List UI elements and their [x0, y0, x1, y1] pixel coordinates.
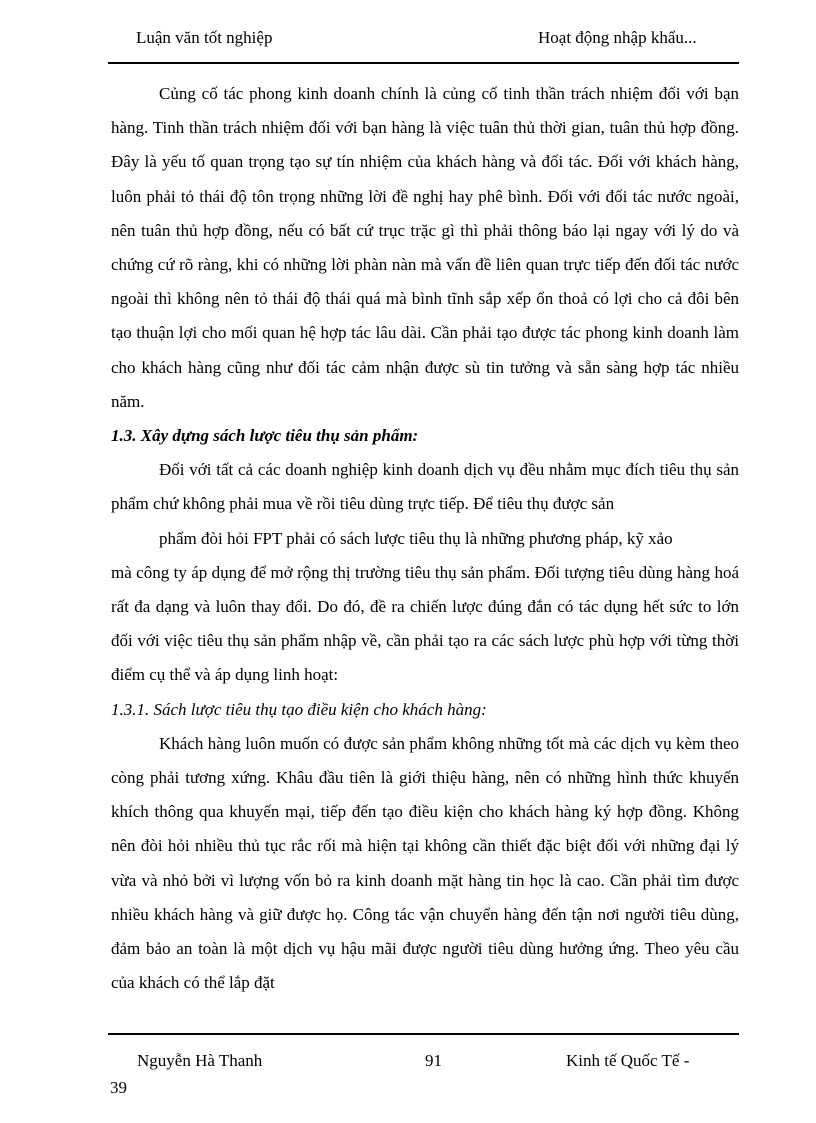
header-left-title: Luận văn tốt nghiệp [136, 28, 273, 47]
footer-class-code: 39 [110, 1078, 127, 1097]
footer-divider [108, 1033, 739, 1035]
header-right-title: Hoạt động nhập khẩu... [538, 28, 697, 47]
paragraph-business-style: Củng cố tác phong kinh doanh chính là củng cố tinh thần trách nhiệm đối với bạn hàng. Tinh thần trách nhiệm đối với bạn hàng là việc tuân thủ thời gian, tuân thủ hợp đồng. Đây là yếu tố quan trọng tạo sự tín nhiệm của khách hàng và đối tác. Đối với khách hàng, luôn phải tỏ thái độ tôn trọng những lời đề nghị hay phê bình. Đối với đối tác nước ngoài, nên tuân thủ hợp đồng, nếu có bất cứ trục trặc gì thì phải thông báo lại ngay với lý do và chứng cứ rõ ràng, khi có những lời phàn nàn mà vấn đề liên quan trực tiếp đến đối tác nước ngoài thì không nên tỏ thái độ thái quá mà bình tĩnh sắp xếp ổn thoả có lợi cho cả đôi bên tạo thuận lợi cho mối quan hệ hợp tác lâu dài. Cần phải tạo được tác phong kinh doanh làm cho khách hàng cũng như đối tác cảm nhận được sù tin tưởng và sẵn sàng hợp tác nhiều năm. [111, 84, 739, 411]
paragraph-customer-conditions: Khách hàng luôn muốn có được sản phẩm không những tốt mà các dịch vụ kèm theo còng phải tương xứng. Khâu đầu tiên là giới thiệu hàng, nên có những hình thức khuyến khích thông qua khuyến mại, tiếp đến tạo điều kiện cho khách hàng ký hợp đồng. Không nên đòi hỏi nhiều thủ tục rắc rối mà hiện tại không cần thiết đặc biệt đối với những đại lý vừa và nhỏ bởi vì lượng vốn bỏ ra kinh doanh mặt hàng tin học là cao. Cần phải tìm được nhiều khách hàng và giữ được họ. Công tác vận chuyển hàng đến tận nơi người tiêu dùng, đảm bảo an toàn là một dịch vụ hậu mãi được người tiêu dùng hưởng ứng. Theo yêu cầu của khách có thể lắp đặt [111, 733, 739, 993]
paragraph-consumption-line: phẩm đòi hỏi FPT phải có sách lược tiêu thụ là những phương pháp, kỹ xảo [159, 528, 673, 548]
header-divider [108, 62, 739, 64]
footer-department: Kinh tế Quốc Tế - [566, 1051, 690, 1070]
body-text [111, 77, 739, 1000]
paragraph-consumption-intro: Đối với tất cả các doanh nghiệp kinh doanh dịch vụ đều nhằm mục đích tiêu thụ sản phẩm chứ không phải mua về rồi tiêu dùng trực tiếp. Để tiêu thụ được sản [111, 460, 739, 514]
footer-page-number: 91 [425, 1051, 442, 1070]
subsection-heading-1-3-1: 1.3.1. Sách lược tiêu thụ tạo điều kiện cho khách hàng: [111, 699, 487, 719]
paragraph-consumption-rest: mà công ty áp dụng để mở rộng thị trường tiêu thụ sản phẩm. Đối tượng tiêu dùng hàng hoá rất đa dạng và luôn thay đổi. Do đó, đề ra chiến lược đúng đắn có tác dụng hết sức to lớn đối với việc tiêu thụ sản phẩm nhập về, cần phải tạo ra các sách lược phù hợp với từng thời điểm cụ thể và áp dụng linh hoạt: [111, 562, 739, 685]
footer-author: Nguyễn Hà Thanh [137, 1051, 263, 1070]
section-heading-1-3: 1.3. Xây dựng sách lược tiêu thụ sản phẩm: [111, 426, 419, 446]
